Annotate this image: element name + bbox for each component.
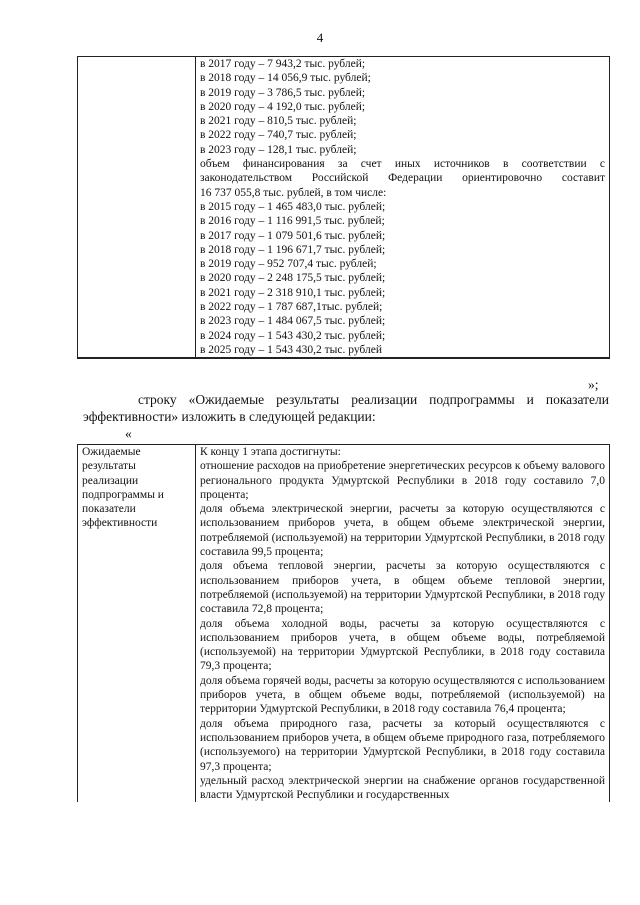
label-line: подпрограммы и bbox=[82, 488, 164, 501]
label-line: результаты bbox=[82, 460, 136, 473]
financing-line: в 2022 году – 740,7 тыс. рублей; bbox=[200, 129, 357, 142]
result-paragraph: удельный расход электрической энергии на снабжение органов государственной власти Удмуртской Республики и государственных bbox=[200, 774, 605, 802]
financing-line: в 2018 году – 14 056,9 тыс. рублей; bbox=[200, 72, 371, 85]
financing-line: в 2016 году – 1 116 991,5 тыс. рублей; bbox=[200, 215, 385, 228]
table-row bbox=[78, 57, 610, 359]
financing-line: в 2024 году – 1 543 430,2 тыс. рублей; bbox=[200, 329, 386, 342]
results-table bbox=[77, 444, 610, 802]
table-row bbox=[78, 445, 610, 803]
financing-line: в 2021 году – 810,5 тыс. рублей; bbox=[200, 115, 357, 128]
label-line: Ожидаемые bbox=[82, 446, 141, 458]
financing-line: в 2019 году – 3 786,5 тыс. рублей; bbox=[200, 86, 366, 99]
financing-line: законодательством Российской Федерации ориентировочно составит bbox=[200, 172, 605, 185]
results-intro: К концу 1 этапа достигнуты: bbox=[200, 446, 341, 458]
financing-line: в 2021 году – 2 318 910,1 тыс. рублей; bbox=[200, 286, 386, 299]
financing-line: 16 737 055,8 тыс. рублей, в том числе: bbox=[200, 186, 387, 199]
financing-line: в 2017 году – 1 079 501,6 тыс. рублей; bbox=[200, 229, 386, 242]
financing-line: в 2025 году – 1 543 430,2 тыс. рублей bbox=[200, 343, 382, 356]
result-paragraph: доля объема горячей воды, расчеты за которую осуществляются с использованием приборов учета, в общем объеме воды, потребляемой (используемой) на территории Удмуртской Республики, в 2018 году составила 76,4 процента; bbox=[200, 674, 605, 716]
label-cell bbox=[78, 445, 196, 803]
label-line: эффективности bbox=[82, 517, 158, 530]
closing-quote: »; bbox=[588, 377, 599, 392]
result-paragraph: доля объема электрической энергии, расчеты за которую осуществляются с использованием приборов учета, в общем объеме электрической энергии, потребляемой (используемой) на территории Удмуртской Республики, в 2018 году составила 99,5 процента; bbox=[200, 503, 605, 559]
financing-line: в 2023 году – 128,1 тыс. рублей; bbox=[200, 143, 357, 156]
financing-line: в 2022 году – 1 787 687,1тыс. рублей; bbox=[200, 301, 383, 314]
financing-line: в 2015 году – 1 465 483,0 тыс. рублей; bbox=[200, 200, 386, 213]
financing-line: в 2017 году – 7 943,2 тыс. рублей; bbox=[200, 58, 366, 70]
financing-line: в 2019 году – 952 707,4 тыс. рублей; bbox=[200, 258, 377, 271]
result-paragraph: отношение расходов на приобретение энергетических ресурсов к объему валового регионального продукта Удмуртской Республики в 2018 году составило 7,0 процента; bbox=[200, 460, 605, 501]
financing-line: в 2020 году – 4 192,0 тыс. рублей; bbox=[200, 100, 366, 113]
financing-cell bbox=[196, 57, 610, 359]
financing-line: в 2018 году – 1 196 671,7 тыс. рублей; bbox=[200, 243, 386, 256]
instruction-text: строку «Ожидаемые результаты реализации подпрограммы и показатели эффективности» изложить в следующей редакции: bbox=[83, 392, 609, 424]
financing-line: в 2020 году – 2 248 175,5 тыс. рублей; bbox=[200, 272, 386, 285]
financing-table bbox=[77, 56, 610, 359]
financing-line: объем финансирования за счет иных источников в соответствии с bbox=[200, 158, 605, 171]
result-paragraph: доля объема природного газа, расчеты за который осуществляются с использованием приборов учета, в общем объеме природного газа, потребляемого (используемого) на территории Удмуртской Республики, в 2018 году составила 97,3 процента; bbox=[200, 717, 605, 773]
results-cell bbox=[196, 445, 610, 803]
label-line: реализации bbox=[82, 474, 139, 487]
result-paragraph: доля объема тепловой энергии, расчеты за которую осуществляются с использованием приборов учета, в общем объеме тепловой энергии, потребляемой (используемой) на территории Удмуртской Республики, в 2018 году составила 72,8 процента; bbox=[200, 560, 605, 616]
opening-quote: « bbox=[125, 426, 132, 441]
left-cell-empty bbox=[78, 57, 196, 359]
result-paragraph: доля объема холодной воды, расчеты за которую осуществляются с использованием приборов учета, в общем объеме воды, потребляемой (используемой) на территории Удмуртской Республики, в 2018 году составила 79,3 процента; bbox=[200, 617, 605, 673]
page-number: 4 bbox=[316, 30, 324, 45]
label-line: показатели bbox=[82, 503, 136, 516]
financing-line: в 2023 году – 1 484 067,5 тыс. рублей; bbox=[200, 315, 386, 328]
